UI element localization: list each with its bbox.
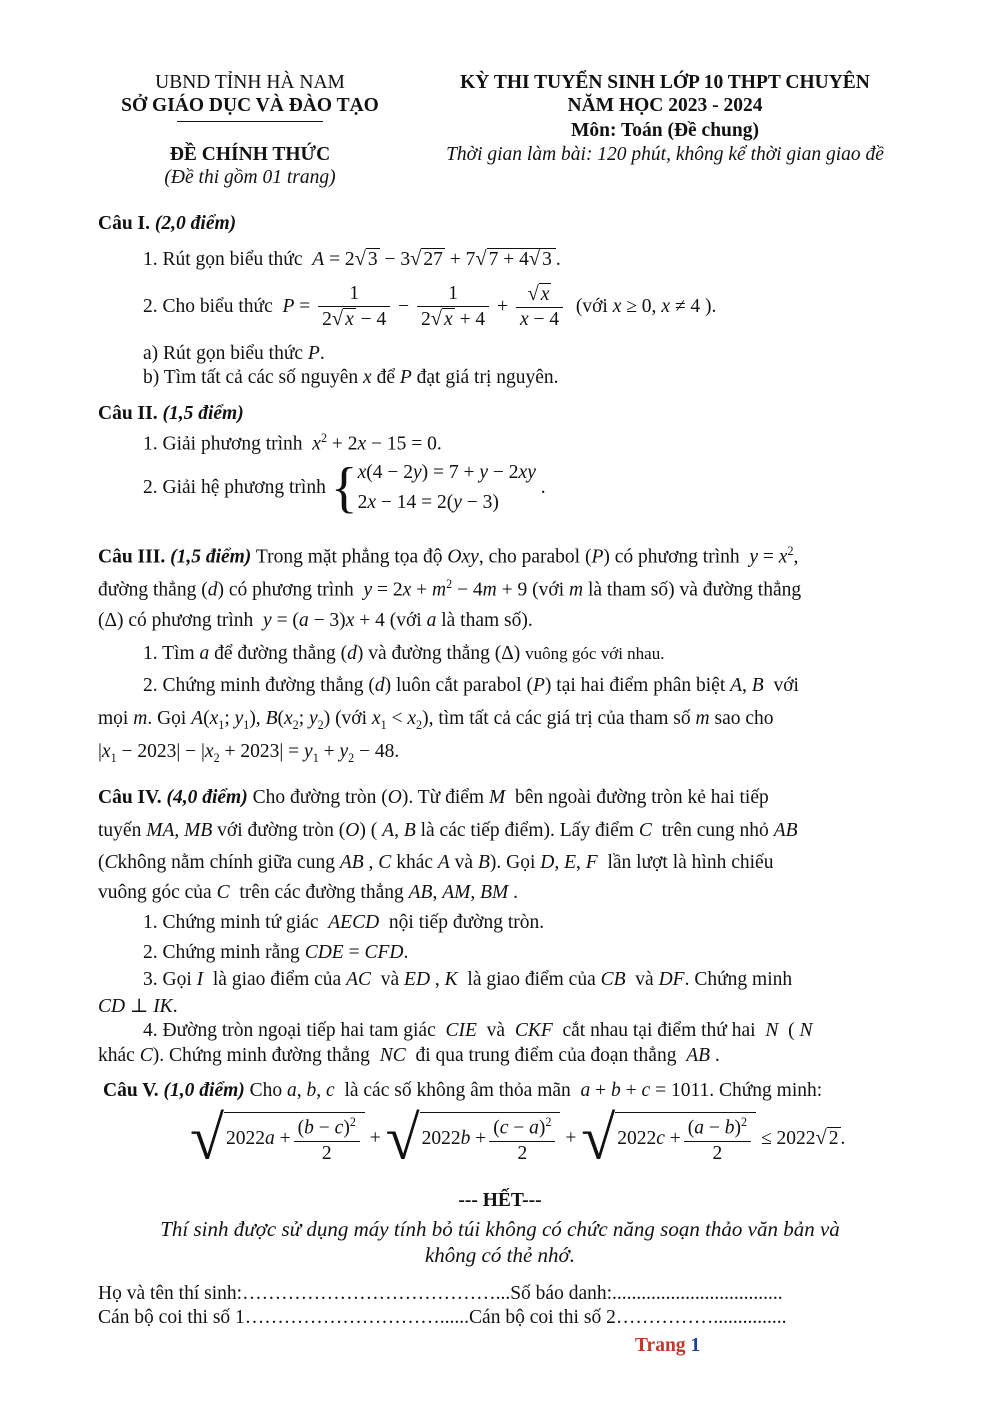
q3-line3a: có phương trình [128, 610, 254, 631]
q1-part-b-text: b) Tìm tất cả các số nguyên [143, 367, 359, 388]
q3-line2b: có phương trình [228, 579, 354, 601]
q1-part2: 2. Cho biểu thức P = $\frac{1}{2√ x - 4}$ − $\frac{1}{2√ x + 4}$ + $\frac{√ x}{x - 4}$ (với x ≥ 0, x ≠ 4 ). [143, 283, 717, 330]
q1-part-b-text2: để [376, 367, 395, 388]
q4-p3b: là giao điểm của [212, 969, 342, 990]
end-marker: --- HẾT--- [458, 1190, 542, 1211]
q1-heading [98, 213, 236, 235]
q4-p1b: nội tiếp đường tròn. [388, 912, 545, 933]
q4-l4a: vuông góc của [98, 882, 212, 903]
q3-title: Câu III. [98, 546, 166, 568]
q4-l3b: khác [396, 852, 433, 873]
q5-line1: Câu V. (1,0 điểm) Cho a, b, c là các số không âm thỏa mãn a + b + c = 1011. Chứng minh: [103, 1080, 823, 1101]
q4-line3: (Ckhông nằm chính giữa cung AB , C khác A và B). Gọi D, E, F lần lượt là hình chiếu [98, 852, 774, 873]
q5-l1a: Cho [249, 1080, 283, 1101]
q3-intro-line1: Câu III. (1,5 điểm) Trong mặt phẳng tọa độ Oxy, cho parabol (P) có phương trình $y = x^2$, [98, 544, 799, 568]
official-label: ĐỀ CHÍNH THỨC [169, 144, 331, 165]
q4-line4: vuông góc của C trên các đường thẳng AB, AM, BM . [98, 882, 518, 903]
q4-part3-line2: CD ⊥ IK. [98, 996, 178, 1017]
q1-condition-open: (với [575, 296, 608, 317]
system-brace: { [330, 457, 358, 519]
q5-inequality: √ 2022a + $\frac{(b - c)^2}{2}$ + √ 2022b + $\frac{(c - a)^2}{2}$ + √ 2022c + $\frac{(a - b)^2}{2}$ ≤ 2022√ 2 . [190, 1104, 846, 1173]
q3-p2f: . Gọi [147, 708, 187, 729]
q5-points: (1,0 điểm) [163, 1080, 245, 1101]
q4-part3-line1: 3. Gọi I là giao điểm của AC và ED , K là giao điểm của CB và DF. Chứng minh [143, 969, 793, 990]
calculator-note-line2: không có thẻ nhớ. [424, 1243, 575, 1267]
q1-part-a: a) Rút gọn biểu thức P. [143, 343, 325, 364]
q3-p2e: mọi [98, 708, 129, 729]
q4-p4a: 4. Đường tròn ngoại tiếp hai tam giác [143, 1020, 436, 1041]
q4-l2a: tuyến [98, 820, 142, 841]
q3-line3b: (với [389, 610, 422, 631]
q3-line2d: là tham số) và đường thẳng [587, 579, 802, 601]
q3-intro3: có phương trình [614, 546, 740, 568]
q3-p2d: với [773, 675, 799, 696]
q3-intro-line3: (Δ) có phương trình y = (a − 3)x + 4 (với a là tham số). [98, 610, 533, 631]
q4-part2: 2. Chứng minh rằng CDE = CFD. [143, 942, 409, 963]
q1-part1 [143, 248, 561, 271]
q3-p1b: để đường thẳng [214, 643, 336, 664]
q1-title: Câu I. [98, 213, 151, 234]
q4-line1: Câu IV. (4,0 điểm) Cho đường tròn (O). Từ điểm M bên ngoài đường tròn kẻ hai tiếp [98, 787, 769, 808]
q3-points: (1,5 điểm) [170, 546, 252, 568]
q4-p3d: là giao điểm của [467, 969, 596, 990]
q4-p4d: khác [98, 1045, 135, 1066]
q3-p1d: vuông góc với nhau. [525, 644, 665, 663]
q4-l4b: trên các đường thẳng [239, 882, 404, 903]
q4-p1: 1. Chứng minh tứ giác [143, 912, 319, 933]
q3-condition-equation: $|x_1 - 2023| - |x_2 + 2023| = y_1 + y_2 - 48$. [98, 741, 400, 765]
q4-l3a: không nằm chính giữa cung [117, 852, 335, 873]
department-underline [177, 121, 323, 122]
q2-heading [98, 403, 244, 425]
q4-part4-line1: 4. Đường tròn ngoại tiếp hai tam giác CIE và CKF cắt nhau tại điểm thứ hai N ( N [143, 1020, 813, 1041]
q4-p3a: 3. Gọi [143, 969, 192, 990]
q3-line2c: (với [532, 579, 565, 601]
q3-p1c: và đường thẳng [368, 643, 490, 664]
q3-p2c: tại hai điểm phân biệt [556, 675, 726, 696]
q4-title: Câu IV. [98, 787, 162, 808]
q4-l2d: trên cung nhỏ [661, 820, 769, 841]
q3-line3c: là tham số). [441, 610, 533, 631]
q4-p3f: . Chứng minh [684, 969, 793, 990]
q3-line2a: đường thẳng [98, 579, 197, 601]
q4-p2: 2. Chứng minh rằng [143, 942, 300, 963]
time-allowed: Thời gian làm bài: 120 phút, không kể thời gian giao đề [446, 144, 884, 165]
equation-system: x(4 − 2y) = 7 + y − 2xy 2x − 14 = 2(y − 3) [357, 462, 536, 513]
q1-points: (2,0 điểm) [154, 213, 237, 234]
q2-points: (1,5 điểm) [162, 403, 244, 424]
q5-title: Câu V. [103, 1080, 159, 1101]
q4-part1: 1. Chứng minh tứ giác AECD nội tiếp đường tròn. [143, 912, 545, 933]
q3-intro-line2: đường thẳng (d) có phương trình $y = 2x + m^2 - 4m + 9$ (với m là tham số) và đường thẳng [98, 577, 802, 601]
q4-l1c: bên ngoài đường tròn kẻ hai tiếp [514, 787, 769, 808]
q1-part1-text: 1. Rút gọn biểu thức [143, 249, 303, 270]
q3-intro2: , cho parabol [478, 546, 581, 568]
q4-l2c: là các tiếp điểm). Lấy điểm [420, 820, 634, 841]
calculator-note-line1: Thí sinh được sử dụng máy tính bỏ túi không có chức năng soạn thảo văn bản và [160, 1217, 840, 1241]
q4-l2b: với đường tròn [217, 820, 334, 841]
exam-title: KỲ THI TUYỂN SINH LỚP 10 THPT CHUYÊN [460, 72, 870, 93]
page-num: 1 [690, 1335, 701, 1356]
q3-p2a: 2. Chứng minh đường thẳng [143, 675, 364, 696]
q3-p2g: (với [335, 708, 368, 729]
page-number [635, 1335, 700, 1357]
q2-part2: 2. Giải hệ phương trình { x(4 − 2y) = 7 + y − 2xy 2x − 14 = 2(y − 3) . [143, 457, 546, 519]
q3-part2-line2: mọi m. Gọi $A(x_1$; $y_1$), $B(x_2$; $y_2$) (với $x_1 < x_2$), tìm tất cả các giá trị của tham số m sao cho [98, 708, 774, 732]
candidate-name-line: Họ và tên thí sinh:…………………………………...Số báo danh:................................... [98, 1283, 783, 1304]
q4-part4-line2: khác C). Chứng minh đường thẳng NC đi qua trung điểm của đoạn thẳng AB . [98, 1045, 720, 1066]
page-word: Trang [635, 1335, 686, 1356]
q4-p4e: ). Chứng minh đường thẳng [152, 1045, 370, 1066]
q1-condition-close: ). [705, 296, 717, 317]
fraction-2: $\frac{1}{2√ x + 4}$ [417, 283, 489, 331]
q2-part1: 1. Giải phương trình $x^2 + 2x - 15 = 0$. [143, 431, 442, 455]
q3-p2i: sao cho [714, 708, 774, 729]
q5-l1b: là các số không âm thỏa mãn [344, 1080, 571, 1101]
page-count-note: (Đề thi gồm 01 trang) [164, 167, 336, 188]
q3-p2b: luôn cắt parabol [396, 675, 522, 696]
q1-expr-P: P = [282, 296, 311, 317]
q3-intro1: Trong mặt phẳng tọa độ [255, 546, 443, 568]
q3-p1a: 1. Tìm [143, 643, 195, 664]
q4-p3c: và [380, 969, 400, 990]
q2-title: Câu II. [98, 403, 158, 424]
department-name: SỞ GIÁO DỤC VÀ ĐÀO TẠO [121, 95, 379, 116]
q4-p3e: và [635, 969, 654, 990]
q5-l1c: . Chứng minh: [709, 1080, 823, 1101]
q1-part2-text: 2. Cho biểu thức [143, 296, 273, 317]
q4-p4b: và [486, 1020, 506, 1041]
q3-part1: 1. Tìm a để đường thẳng (d) và đường thẳng (Δ) vuông góc với nhau. [143, 643, 665, 664]
issuer-name: UBND TỈNH HÀ NAM [155, 72, 345, 93]
q1-expr-A: A = 2√ 3 − 3√ 27 + 7√ 7 + 4√ 3 . [312, 248, 561, 270]
q4-l3c: và [454, 852, 474, 873]
q4-l1b: . Từ điểm [408, 787, 485, 808]
q2-part2-text: 2. Giải hệ phương trình [143, 477, 326, 498]
q1-part-a-text: a) Rút gọn biểu thức [143, 343, 304, 364]
q4-points: (4,0 điểm) [166, 787, 248, 808]
q4-l3d: ). Gọi [489, 852, 536, 873]
q4-line2: tuyến MA, MB với đường tròn (O) ( A, B là các tiếp điểm). Lấy điểm C trên cung nhỏ AB [98, 820, 798, 841]
q2-part1-text: 1. Giải phương trình [143, 433, 303, 455]
q4-l1: Cho đường tròn [252, 787, 377, 808]
subject: Môn: Toán (Đề chung) [571, 120, 759, 141]
q3-part2-line1: 2. Chứng minh đường thẳng (d) luôn cắt parabol (P) tại hai điểm phân biệt A, B với [143, 675, 799, 696]
q4-l3e: lần lượt là hình chiếu [607, 852, 774, 873]
q1-part-b-text3: đạt giá trị nguyên. [416, 367, 559, 388]
proctor-line: Cán bộ coi thi số 1…………………………......Cán bộ coi thi số 2……………............... [98, 1307, 787, 1328]
q3-p2h: ), tìm tất cả các giá trị của tham số [422, 708, 691, 729]
fraction-1: $\frac{1}{2√ x - 4}$ [318, 283, 390, 331]
q4-p4f: đi qua trung điểm của đoạn thẳng [415, 1045, 677, 1066]
school-year: NĂM HỌC 2023 - 2024 [567, 95, 763, 116]
fraction-3: $\frac{√ x}{x - 4}$ [516, 283, 563, 331]
q1-part-b: b) Tìm tất cả các số nguyên x để P đạt giá trị nguyên. [143, 367, 559, 388]
q4-p4c: cắt nhau tại điểm thứ hai [562, 1020, 756, 1041]
